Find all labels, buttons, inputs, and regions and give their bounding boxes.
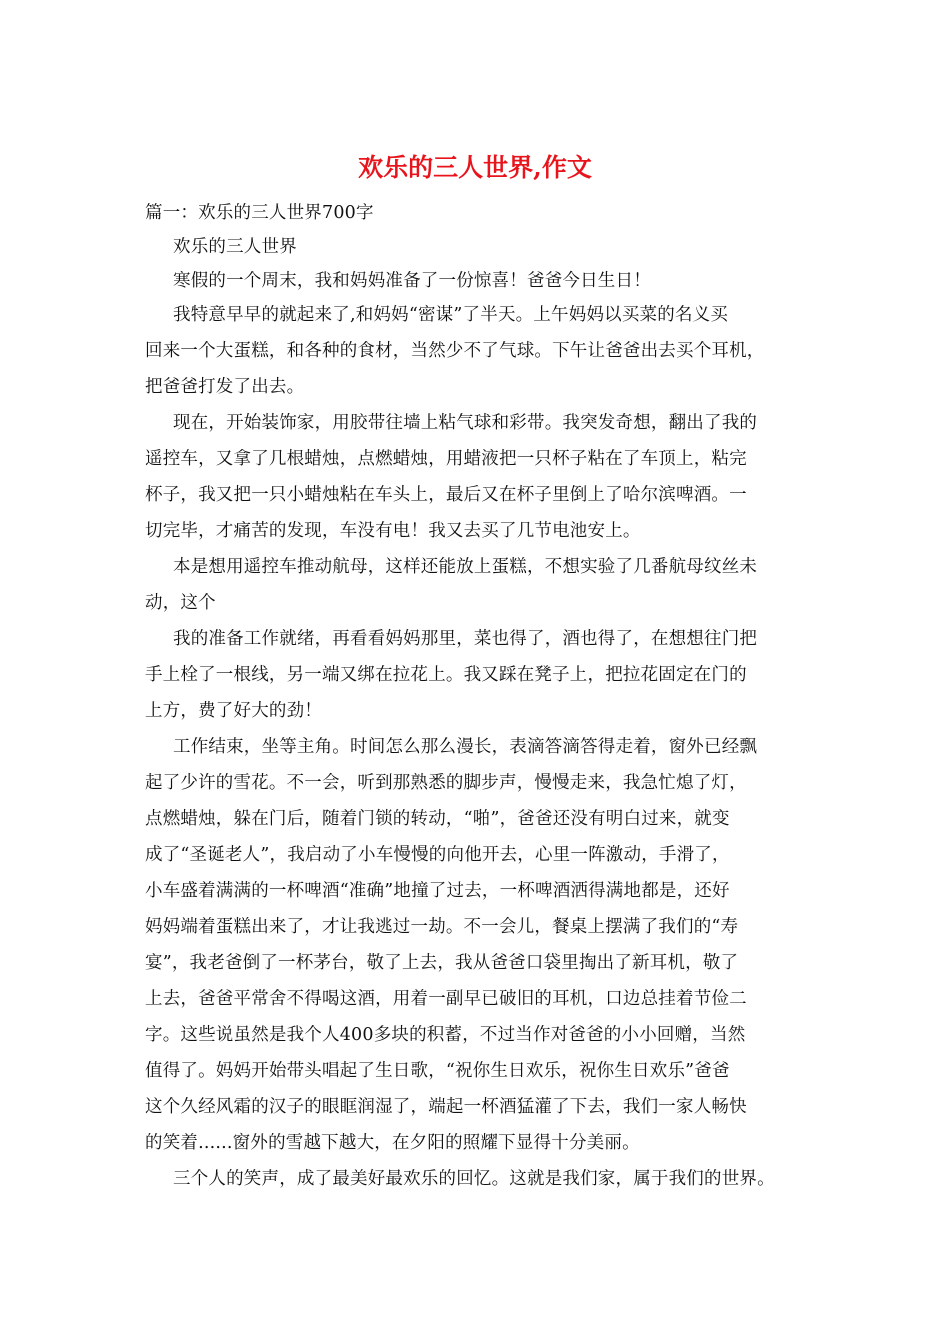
paragraph-line: 工作结束，坐等主角。时间怎么那么漫长，表滴答滴答得走着，窗外已经飘 xyxy=(173,737,758,757)
section-heading: 篇一：欢乐的三人世界700字 xyxy=(145,203,374,223)
paragraph-line: 的笑着......窗外的雪越下越大，在夕阳的照耀下显得十分美丽。 xyxy=(145,1133,640,1153)
document-title: 欢乐的三人世界,作文 xyxy=(358,153,592,182)
paragraph-line: 把爸爸打发了出去。 xyxy=(145,377,305,397)
paragraph-line: 我的准备工作就绪，再看看妈妈那里，菜也得了，酒也得了，在想想往门把 xyxy=(173,629,758,649)
paragraph-line: 手上栓了一根线，另一端又绑在拉花上。我又踩在凳子上，把拉花固定在门的 xyxy=(145,665,747,685)
essay-title: 欢乐的三人世界 xyxy=(173,237,297,257)
paragraph-line: 成了“圣诞老人”，我启动了小车慢慢的向他开去，心里一阵激动，手滑了， xyxy=(145,845,730,865)
paragraph-line: 宴”，我老爸倒了一杯茅台，敬了上去，我从爸爸口袋里掏出了新耳机，敬了 xyxy=(145,953,739,973)
paragraph-line: 切完毕，才痛苦的发现，车没有电！我又去买了几节电池安上。 xyxy=(145,521,641,541)
paragraph-line: 这个久经风霜的汉子的眼眶润湿了，端起一杯酒猛灌了下去，我们一家人畅快 xyxy=(145,1097,747,1117)
paragraph-line: 值得了。妈妈开始带头唱起了生日歌，“祝你生日欢乐，祝你生日欢乐”爸爸 xyxy=(145,1061,730,1081)
paragraph-line: 杯子，我又把一只小蜡烛粘在车头上，最后又在杯子里倒上了哈尔滨啤酒。一 xyxy=(145,485,747,505)
paragraph-line: 我特意早早的就起来了,和妈妈“密谋”了半天。上午妈妈以买菜的名义买 xyxy=(173,305,729,325)
paragraph-line: 起了少许的雪花。不一会，听到那熟悉的脚步声，慢慢走来，我急忙熄了灯， xyxy=(145,773,747,793)
paragraph-line: 回来一个大蛋糕，和各种的食材，当然少不了气球。下午让爸爸出去买个耳机， xyxy=(145,341,765,361)
paragraph-line: 动，这个 xyxy=(145,593,216,613)
paragraph-line: 寒假的一个周末，我和妈妈准备了一份惊喜！爸爸今日生日！ xyxy=(173,271,651,291)
paragraph-line: 三个人的笑声，成了最美好最欢乐的回忆。这就是我们家，属于我们的世界。 xyxy=(173,1169,775,1189)
paragraph-line: 上方，费了好大的劲！ xyxy=(145,701,322,721)
paragraph-line: 上去，爸爸平常舍不得喝这酒，用着一副早已破旧的耳机，口边总挂着节俭二 xyxy=(145,989,747,1009)
paragraph-line: 妈妈端着蛋糕出来了，才让我逃过一劫。不一会儿，餐桌上摆满了我们的“寿 xyxy=(145,917,739,937)
paragraph-line: 遥控车，又拿了几根蜡烛，点燃蜡烛，用蜡液把一只杯子粘在了车顶上，粘完 xyxy=(145,449,747,469)
paragraph-line: 现在，开始装饰家，用胶带往墙上粘气球和彩带。我突发奇想，翻出了我的 xyxy=(173,413,758,433)
paragraph-line: 点燃蜡烛，躲在门后，随着门锁的转动，“啪”，爸爸还没有明白过来，就变 xyxy=(145,809,730,829)
paragraph-line: 字。这些说虽然是我个人400多块的积蓄，不过当作对爸爸的小小回赠，当然 xyxy=(145,1025,746,1045)
paragraph-line: 小车盛着满满的一杯啤酒“准确”地撞了过去，一杯啤酒洒得满地都是，还好 xyxy=(145,881,730,901)
paragraph-line: 本是想用遥控车推动航母，这样还能放上蛋糕，不想实验了几番航母纹丝未 xyxy=(173,557,758,577)
